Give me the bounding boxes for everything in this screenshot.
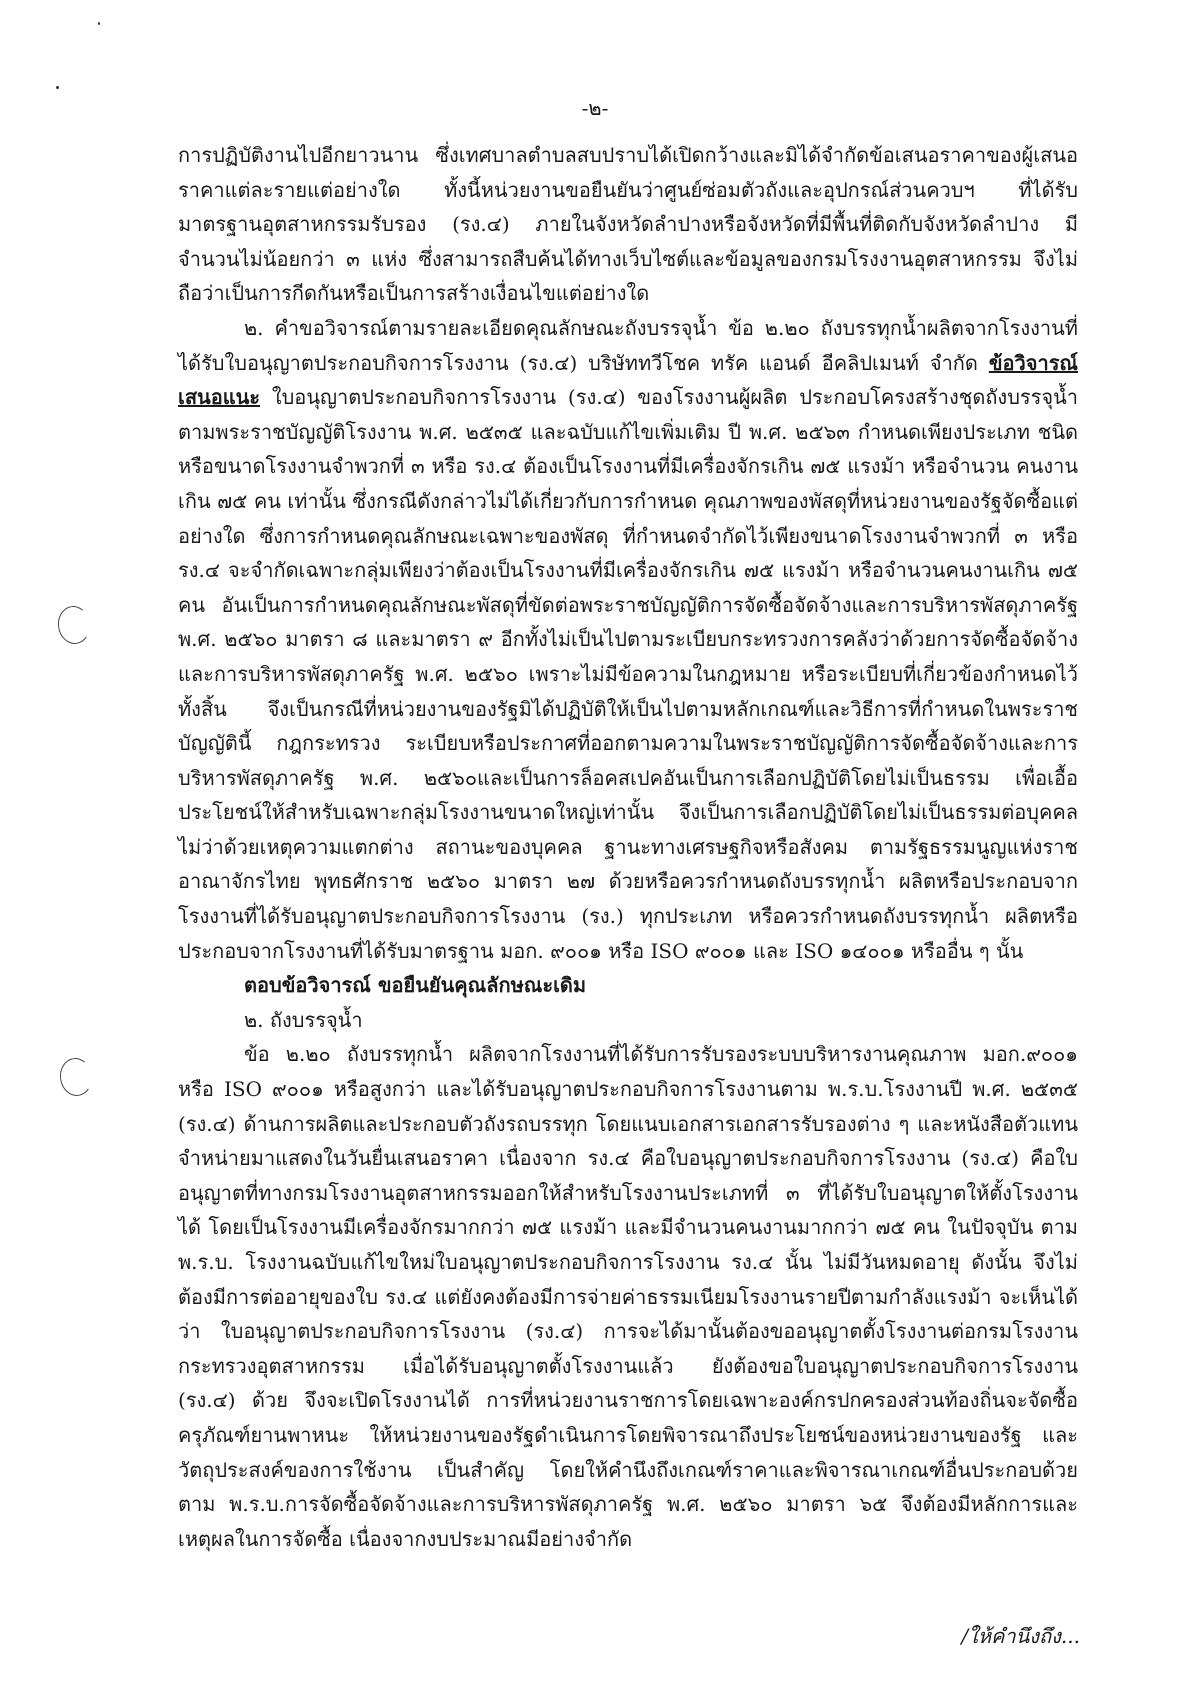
section-heading: ๒. ถังบรรจุน้ำ xyxy=(244,1007,363,1032)
comment-intro-text: ๒. คำขอวิจารณ์ตามรายละเอียดคุณลักษณะถังบรรจุน้ำ ข้อ ๒.๒๐ ถังบรรทุกน้ำผลิตจากโรงงานที่ได้รับใบอนุญาตประกอบกิจการโรงงาน (รง.๔) บริษัททวีโชค ทรัค แอนด์ อีคลิปเมนท์ จำกัด xyxy=(178,315,1078,375)
scan-speck xyxy=(98,22,100,25)
comment-label: ข้อวิจารณ์เสนอแนะ xyxy=(178,350,1078,410)
scan-speck xyxy=(56,86,59,89)
continuation-note: /ให้คำนึงถึง... xyxy=(961,1624,1080,1648)
punch-hole-mark xyxy=(56,604,93,646)
paragraph-answer: ข้อ ๒.๒๐ ถังบรรทุกน้ำ ผลิตจากโรงงานที่ได้รับการรับรองระบบบริหารงานคุณภาพ มอก.๙๐๐๑ หรือ ISO ๙๐๐๑ หรือสูงกว่า และได้รับอนุญาตประกอบกิจการโรงงานตาม พ.ร.บ.โรงงานปี พ.ศ. ๒๕๓๕ (รง.๔) ด้านการผลิตและประกอบตัวถังรถบรรทุก โดยแนบเอกสารเอกสารรับรองต่าง ๆ และหนังสือตัวแทนจำหน่ายมาแสดงในวันยื่นเสนอราคา เนื่องจาก รง.๔ คือใบอนุญาตประกอบกิจการโรงงาน (รง.๔) คือใบอนุญาตที่ทางกรมโรงงานอุตสาหกรรมออกให้สำหรับโรงงานประเภทที่ ๓ ที่ได้รับใบอนุญาตให้ตั้งโรงงานได้ โดยเป็นโรงงานมีเครื่องจักรมากกว่า ๗๕ แรงม้า และมีจำนวนคนงานมากกว่า ๗๕ คน ในปัจจุบัน ตาม พ.ร.บ. โรงงานฉบับแก้ไขใหม่ใบอนุญาตประกอบกิจการโรงงาน รง.๔ นั้น ไม่มีวันหมดอายุ ดังนั้น จึงไม่ต้องมีการต่ออายุของใบ รง.๔ แต่ยังคงต้องมีการจ่ายค่าธรรมเนียมโรงงานรายปีตามกำลังแรงม้า จะเห็นได้ว่า ใบอนุญาตประกอบกิจการโรงงาน (รง.๔) การจะได้มานั้นต้องขออนุญาตตั้งโรงงานต่อกรมโรงงาน กระทรวงอุตสาหกรรม เมื่อได้รับอนุญาตตั้งโรงงานแล้ว ยังต้องขอใบอนุญาตประกอบกิจการโรงงาน (รง.๔) ด้วย จึงจะเปิดโรงงานได้ การที่หน่วยงานราชการโดยเฉพาะองค์กรปกครองส่วนท้องถิ่นจะจัดซื้อครุภัณฑ์ยานพาหนะ ให้หน่วยงานของรัฐดำเนินการโดยพิจารณาถึงประโยชน์ของหน่วยงานของรัฐ และวัตถุประสงค์ของการใช้งาน เป็นสำคัญ โดยให้คำนึงถึงเกณฑ์ราคาและพิจารณาเกณฑ์อื่นประกอบด้วย ตาม พ.ร.บ.การจัดซื้อจัดจ้างและการบริหารพัสดุภาครัฐ พ.ศ. ๒๕๖๐ มาตรา ๖๕ จึงต้องมีหลักการและเหตุผลในการจัดซื้อ เนื่องจากงบประมาณมีอย่างจำกัด xyxy=(178,1042,1078,1551)
paragraph-comment xyxy=(178,311,1078,968)
paragraph-continuation: การปฏิบัติงานไปอีกยาวนาน ซึ่งเทศบาลตำบลสบปราบได้เปิดกว้างและมิได้จำกัดข้อเสนอราคาของผู้เสนอราคาแต่ละรายแต่อย่างใด ทั้งนี้หน่วยงานขอยืนยันว่าศูนย์ซ่อมตัวถังและอุปกรณ์ส่วนควบฯ ที่ได้รับมาตรฐานอุตสาหกรรมรับรอง (รง.๔) ภายในจังหวัดลำปางหรือจังหวัดที่มีพื้นที่ติดกับจังหวัดลำปาง มีจำนวนไม่น้อยกว่า ๓ แห่ง ซึ่งสามารถสืบค้นได้ทางเว็บไซต์และข้อมูลของกรมโรงงานอุตสาหกรรม จึงไม่ถือว่าเป็นการกีดกันหรือเป็นการสร้างเงื่อนไขแต่อย่างใด xyxy=(178,143,1078,306)
comment-detail-text: ใบอนุญาตประกอบกิจการโรงงาน (รง.๔) ของโรงงานผู้ผลิต ประกอบโครงสร้างชุดถังบรรจุน้ำ ตามพระราชบัญญัติโรงงาน พ.ศ. ๒๕๓๕ และฉบับแก้ไขเพิ่มเติม ปี พ.ศ. ๒๕๖๓ กำหนดเพียงประเภท ชนิดหรือขนาดโรงงานจำพวกที่ ๓ หรือ รง.๔ ต้องเป็นโรงงานที่มีเครื่องจักรเกิน ๗๕ แรงม้า หรือจำนวน คนงานเกิน ๗๕ คน เท่านั้น ซึ่งกรณีดังกล่าวไม่ได้เกี่ยวกับการกำหนด คุณภาพของพัสดุที่หน่วยงานของรัฐจัดซื้อแต่อย่างใด ซึ่งการกำหนดคุณลักษณะเฉพาะของพัสดุ ที่กำหนดจำกัดไว้เพียงขนาดโรงงานจำพวกที่ ๓ หรือ รง.๔ จะจำกัดเฉพาะกลุ่มเพียงว่าต้องเป็นโรงงานที่มีเครื่องจักรเกิน ๗๕ แรงม้า หรือจำนวนคนงานเกิน ๗๕ คน อันเป็นการกำหนดคุณลักษณะพัสดุที่ขัดต่อพระราชบัญญัติการจัดซื้อจัดจ้างและการบริหารพัสดุภาครัฐ พ.ศ. ๒๕๖๐ มาตรา ๘ และมาตรา ๙ อีกทั้งไม่เป็นไปตามระเบียบกระทรวงการคลังว่าด้วยการจัดซื้อจัดจ้างและการบริหารพัสดุภาครัฐ พ.ศ. ๒๕๖๐ เพราะไม่มีข้อความในกฎหมาย หรือระเบียบที่เกี่ยวข้องกำหนดไว้ทั้งสิ้น จึงเป็นกรณีที่หน่วยงานของรัฐมิได้ปฏิบัติให้เป็นไปตามหลักเกณฑ์และวิธีการที่กำหนดในพระราชบัญญัตินี้ กฎกระทรวง ระเบียบหรือประกาศที่ออกตามความในพระราชบัญญัติการจัดซื้อจัดจ้างและการบริหารพัสดุภาครัฐ พ.ศ. ๒๕๖๐และเป็นการล็อคสเปคอันเป็นการเลือกปฏิบัติโดยไม่เป็นธรรม เพื่อเอื้อประโยชน์ให้สำหรับเฉพาะกลุ่มโรงงานขนาดใหญ่เท่านั้น จึงเป็นการเลือกปฏิบัติโดยไม่เป็นธรรมต่อบุคคล ไม่ว่าด้วยเหตุความแตกต่าง สถานะของบุคคล ฐานะทางเศรษฐกิจหรือสังคม ตามรัฐธรรมนูญแห่งราชอาณาจักรไทย พุทธศักราช ๒๕๖๐ มาตรา ๒๗ ด้วยหรือควรกำหนดถังบรรทุกน้ำ ผลิตหรือประกอบจากโรงงานที่ได้รับอนุญาตประกอบกิจการโรงงาน (รง.) ทุกประเภท หรือควรกำหนดถังบรรทุกน้ำ ผลิตหรือประกอบจากโรงงานที่ได้รับมาตรฐาน มอก. ๙๐๐๑ หรือ ISO ๙๐๐๑ และ ISO ๑๔๐๐๑ หรืออื่น ๆ นั้น xyxy=(178,385,1078,963)
answer-heading: ตอบข้อวิจารณ์ ขอยืนยันคุณลักษณะเดิม xyxy=(244,973,587,998)
document-body xyxy=(178,138,1078,1556)
punch-hole-mark xyxy=(58,1056,95,1098)
page-number: -๒- xyxy=(581,96,609,120)
